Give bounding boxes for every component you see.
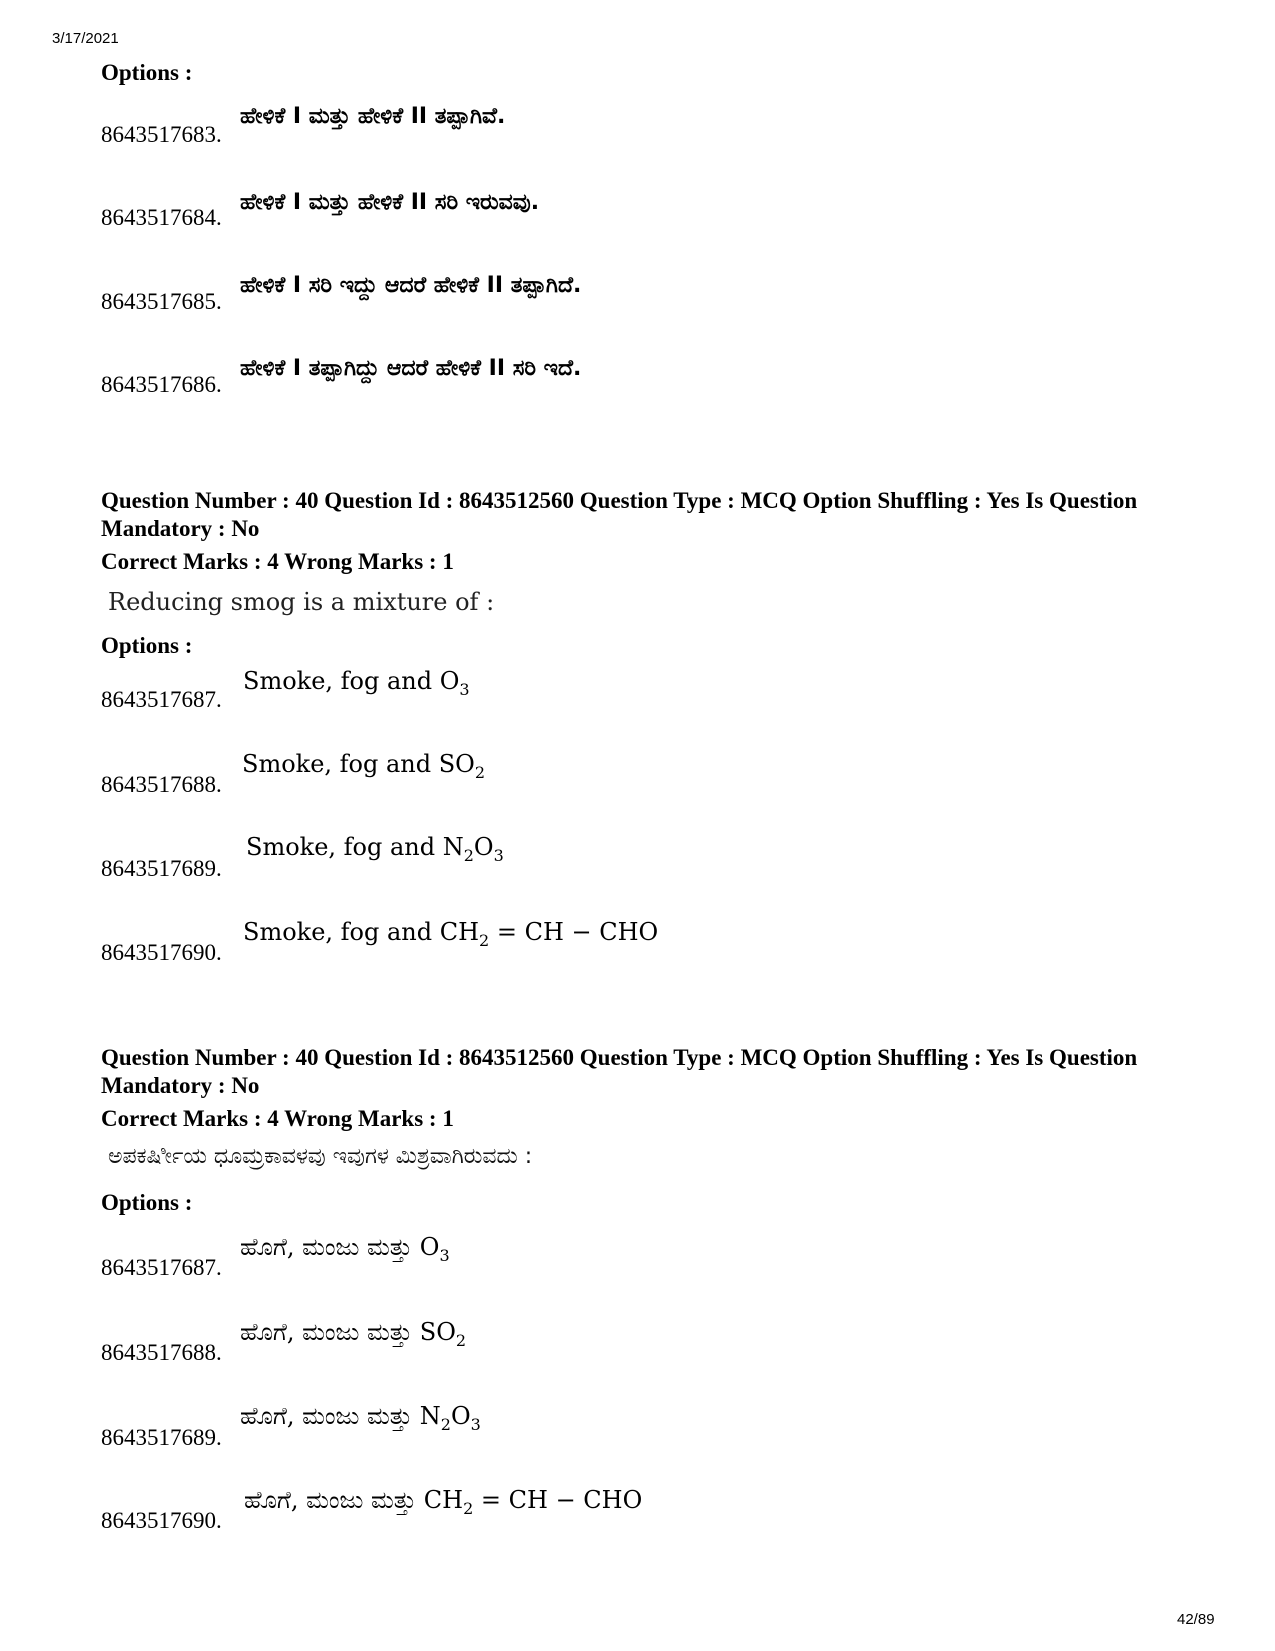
option-text: ಹೊಗೆ, ಮಂಜು ಮತ್ತು $O_3$ xyxy=(240,1233,450,1265)
option-id: 8643517690. xyxy=(101,1508,222,1533)
question-meta: Question Number : 40 Question Id : 8643512560 Question Type : MCQ Option Shuffling : Yes Is Question Mandatory : No xyxy=(101,488,1138,541)
option-text: Smoke, fog and $SO_2$ xyxy=(242,750,486,782)
options-label: Options : xyxy=(101,1190,193,1215)
option-id: 8643517683. xyxy=(101,122,222,147)
option-id: 8643517684. xyxy=(101,205,222,230)
option-text: ಹೇಳಿಕೆ I ಮತ್ತು ಹೇಳಿಕೆ II ತಪ್ಪಾಗಿವೆ. xyxy=(240,104,506,129)
option-text: ಹೇಳಿಕೆ I ತಪ್ಪಾಗಿದ್ದು ಆದರೆ ಹೇಳಿಕೆ II ಸರಿ ಇದೆ. xyxy=(240,356,582,381)
question-text: Reducing smog is a mixture of : xyxy=(108,588,495,616)
option-text: Smoke, fog and $O_3$ xyxy=(243,667,470,699)
option-id: 8643517690. xyxy=(101,940,222,965)
option-id: 8643517689. xyxy=(101,1425,222,1450)
option-text: ಹೇಳಿಕೆ I ಮತ್ತು ಹೇಳಿಕೆ II ಸರಿ ಇರುವವು. xyxy=(240,190,540,215)
option-id: 8643517687. xyxy=(101,687,222,712)
print-date: 3/17/2021 xyxy=(52,30,119,47)
option-id: 8643517688. xyxy=(101,1340,222,1365)
option-text: Smoke, fog and $N_2O_3$ xyxy=(246,833,504,865)
option-id: 8643517689. xyxy=(101,856,222,881)
option-id: 8643517686. xyxy=(101,372,222,397)
option-text: ಹೊಗೆ, ಮಂಜು ಮತ್ತು $N_2O_3$ xyxy=(240,1402,481,1434)
page-number: 42/89 xyxy=(1177,1611,1215,1628)
option-text: ಹೇಳಿಕೆ I ಸರಿ ಇದ್ದು ಆದರೆ ಹೇಳಿಕೆ II ತಪ್ಪಾಗಿದೆ. xyxy=(240,273,582,298)
option-id: 8643517688. xyxy=(101,772,222,797)
question-text: ಅಪಕರ್ಷಿೀಯ ಧೂಮ್ರಕಾವಳವು ಇವುಗಳ ಮಿಶ್ರವಾಗಿರುವದು : xyxy=(108,1144,533,1169)
question-meta: Question Number : 40 Question Id : 8643512560 Question Type : MCQ Option Shuffling : Yes Is Question Mandatory : No xyxy=(101,1045,1138,1098)
option-text: ಹೊಗೆ, ಮಂಜು ಮತ್ತು $CH_2$ = CH − CHO xyxy=(244,1486,643,1518)
option-id: 8643517687. xyxy=(101,1255,222,1280)
option-text: ಹೊಗೆ, ಮಂಜು ಮತ್ತು $SO_2$ xyxy=(240,1318,467,1350)
option-id: 8643517685. xyxy=(101,289,222,314)
question-marks: Correct Marks : 4 Wrong Marks : 1 xyxy=(101,1106,454,1131)
options-label: Options : xyxy=(101,633,193,658)
option-text: Smoke, fog and $CH_2$ = CH − CHO xyxy=(243,918,659,950)
options-label: Options : xyxy=(101,60,193,85)
question-marks: Correct Marks : 4 Wrong Marks : 1 xyxy=(101,549,454,574)
